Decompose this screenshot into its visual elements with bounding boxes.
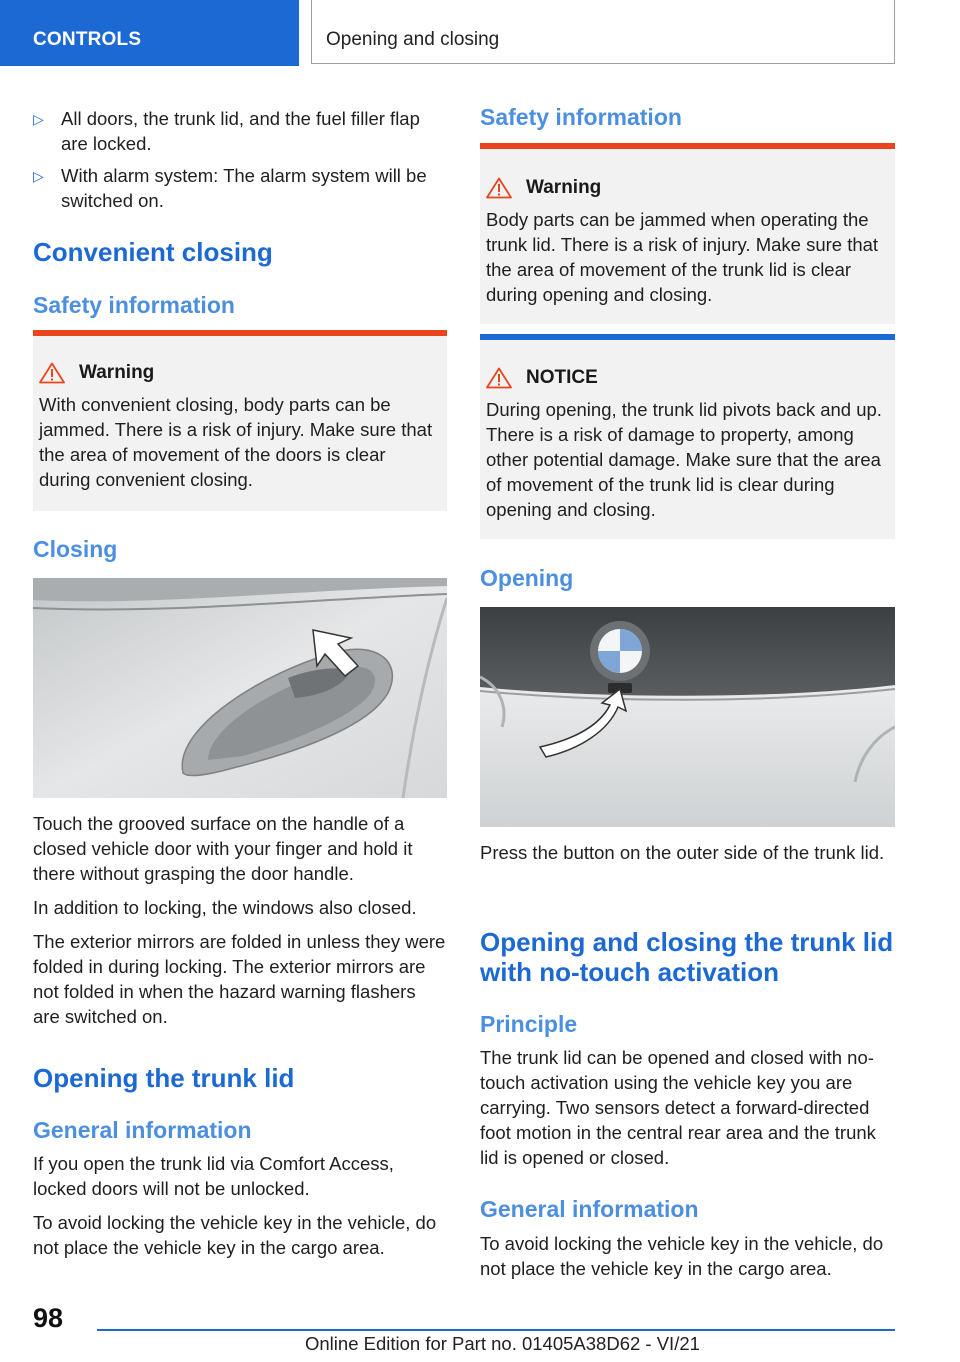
notice-text: During opening, the trunk lid pivots back and up. There is a risk of damage to property, among other potential damage. Make sure that the area of movement of the trunk lid is clear during opening and closing. [486, 399, 882, 520]
paragraph: If you open the trunk lid via Comfort Access, locked doors will not be unlocked. [33, 1153, 394, 1199]
heading-safety-information: Safety information [33, 292, 235, 318]
warning-title: Warning [526, 177, 602, 198]
heading-closing: Closing [33, 536, 118, 562]
warning-title: Warning [79, 362, 155, 383]
list-item-text: With alarm system: The alarm system will be switched on. [61, 165, 427, 211]
paragraph: The exterior mirrors are folded in unless they were folded in during locking. The exterior mirrors are not folded in when the hazard warning flashers are switched on. [33, 931, 446, 1027]
paragraph: To avoid locking the vehicle key in the vehicle, do not place the vehicle key in the cargo area. [33, 1212, 437, 1258]
chapter-header [311, 0, 895, 64]
heading-convenient-closing: Convenient closing [33, 237, 273, 267]
warning-title-row [39, 362, 441, 384]
heading-opening-trunk-lid: Opening the trunk lid [33, 1063, 295, 1093]
warning-text: Body parts can be jammed when operating the trunk lid. There is a risk of injury. Make sure that the area of movement of the trunk lid is clear during opening and closing. [486, 209, 879, 305]
heading-principle: Principle [480, 1011, 578, 1037]
warning-triangle-icon [486, 177, 512, 199]
bullet-list [33, 106, 445, 213]
paragraph: In addition to locking, the windows also closed. [33, 897, 417, 918]
general-paragraph-right: To avoid locking the vehicle key in the vehicle, do not place the vehicle key in the cargo area. [480, 1233, 884, 1279]
heading-no-touch-activation: Opening and closing the trunk lid with no‑touch activation [480, 927, 894, 987]
chapter-title: Opening and closing [326, 29, 500, 50]
notice-box [480, 334, 895, 539]
door-handle-image [33, 578, 447, 798]
section-label: CONTROLS [33, 29, 142, 50]
list-item [33, 163, 445, 213]
heading-safety-information-right: Safety information [480, 104, 682, 130]
warning-triangle-icon [39, 362, 65, 384]
warning-title-row [486, 177, 889, 199]
heading-general-information: General information [33, 1117, 252, 1143]
opening-paragraph: Press the button on the outer side of the trunk lid. [480, 842, 885, 863]
warning-box [33, 330, 447, 511]
page-number: 98 [33, 1303, 64, 1333]
notice-triangle-icon [486, 367, 512, 389]
warning-text: With convenient closing, body parts can be jammed. There is a risk of injury. Make sure that the area of movement of the doors is clear during convenient closing. [39, 394, 433, 490]
section-tab [0, 0, 299, 66]
list-item [33, 106, 445, 156]
notice-title: NOTICE [526, 367, 598, 388]
door-handle-illustration [33, 578, 447, 798]
paragraph: Touch the grooved surface on the handle of a closed vehicle door with your finger and hold it there without grasping the door handle. [33, 813, 413, 884]
principle-paragraph: The trunk lid can be opened and closed with no-touch activation using the vehicle key you are carrying. Two sensors detect a forward-directed foot motion in the central rear area and the trunk lid is opened or closed. [480, 1047, 876, 1168]
warning-box [480, 143, 895, 324]
triangle-bullet-icon: ▷ [33, 111, 44, 127]
trunk-button-illustration [480, 607, 895, 827]
heading-general-information-right: General information [480, 1196, 699, 1222]
list-item-text: All doors, the trunk lid, and the fuel filler flap are locked. [61, 108, 420, 154]
triangle-bullet-icon: ▷ [33, 168, 44, 184]
notice-title-row [486, 367, 889, 389]
footer-divider [97, 1329, 895, 1331]
trunk-button-image [480, 607, 895, 827]
general-paragraphs [33, 1151, 447, 1260]
heading-opening: Opening [480, 565, 574, 591]
footer-edition: Online Edition for Part no. 01405A38D62 - VI/21 [305, 1333, 700, 1354]
closing-paragraphs [33, 811, 447, 1029]
